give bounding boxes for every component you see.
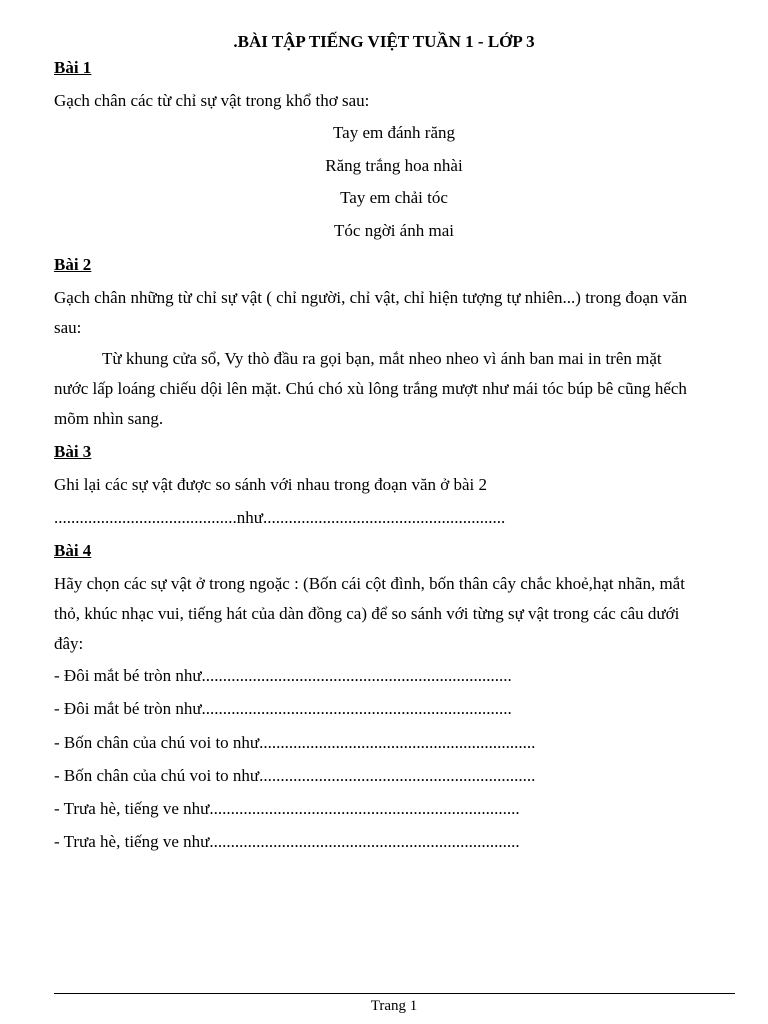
bai2-prompt-line-1: Gạch chân những từ chỉ sự vật ( chỉ người, chỉ vật, chỉ hiện tượng tự nhiên...) trong đoạn văn xyxy=(54,288,688,307)
bai4-item: - Đôi mắt bé tròn như......................................................................... xyxy=(54,699,512,718)
footer-divider xyxy=(54,993,735,994)
poem-line-1: Tay em đánh răng xyxy=(332,123,455,142)
poem-line-4: Tóc ngời ánh mai xyxy=(334,221,454,240)
bai4-item: - Trưa hè, tiếng ve như......................................................................... xyxy=(54,799,520,818)
bai2-prompt-line-2: sau: xyxy=(54,318,82,337)
poem-line-2: Răng trắng hoa nhài xyxy=(325,156,463,175)
bai4-prompt-line-3: đây: xyxy=(54,634,84,653)
bai3-answer-blank: ...........................................như......................................................... xyxy=(54,508,506,527)
bai3-prompt: Ghi lại các sự vật được so sánh với nhau trong đoạn văn ở bài 2 xyxy=(54,475,487,494)
page-number: Trang 1 xyxy=(370,998,418,1014)
page-title: .BÀI TẬP TIẾNG VIỆT TUẦN 1 - LỚP 3 xyxy=(233,32,535,51)
bai2-passage-line-3: mõm nhìn sang. xyxy=(54,409,164,428)
bai1-heading: Bài 1 xyxy=(54,58,92,77)
bai4-item: - Bốn chân của chú voi to như................................................................. xyxy=(54,766,536,785)
bai4-item: - Đôi mắt bé tròn như......................................................................... xyxy=(54,666,512,685)
poem-line-3: Tay em chải tóc xyxy=(340,188,448,207)
bai2-heading: Bài 2 xyxy=(54,255,92,274)
bai4-item: - Trưa hè, tiếng ve như......................................................................... xyxy=(54,832,520,851)
bai2-passage-line-1: Từ khung cửa sổ, Vy thò đầu ra gọi bạn, mắt nheo nheo vì ánh ban mai in trên mặt xyxy=(102,349,662,368)
bai4-heading: Bài 4 xyxy=(54,541,92,560)
bai1-prompt: Gạch chân các từ chỉ sự vật trong khổ thơ sau: xyxy=(54,91,370,110)
bai4-prompt-line-1: Hãy chọn các sự vật ở trong ngoặc : (Bốn cái cột đình, bốn thân cây chắc khoẻ,hạt nhãn, mắt xyxy=(54,574,685,593)
bai4-prompt-line-2: thỏ, khúc nhạc vui, tiếng hát của dàn đồng ca) để so sánh với từng sự vật trong các câu dưới xyxy=(54,604,680,623)
bai3-heading: Bài 3 xyxy=(54,442,92,461)
bai4-item: - Bốn chân của chú voi to như................................................................. xyxy=(54,733,536,752)
bai2-passage-line-2: nước lấp loáng chiếu dội lên mặt. Chú chó xù lông trắng mượt như mái tóc búp bê cũng hếch xyxy=(54,379,687,398)
